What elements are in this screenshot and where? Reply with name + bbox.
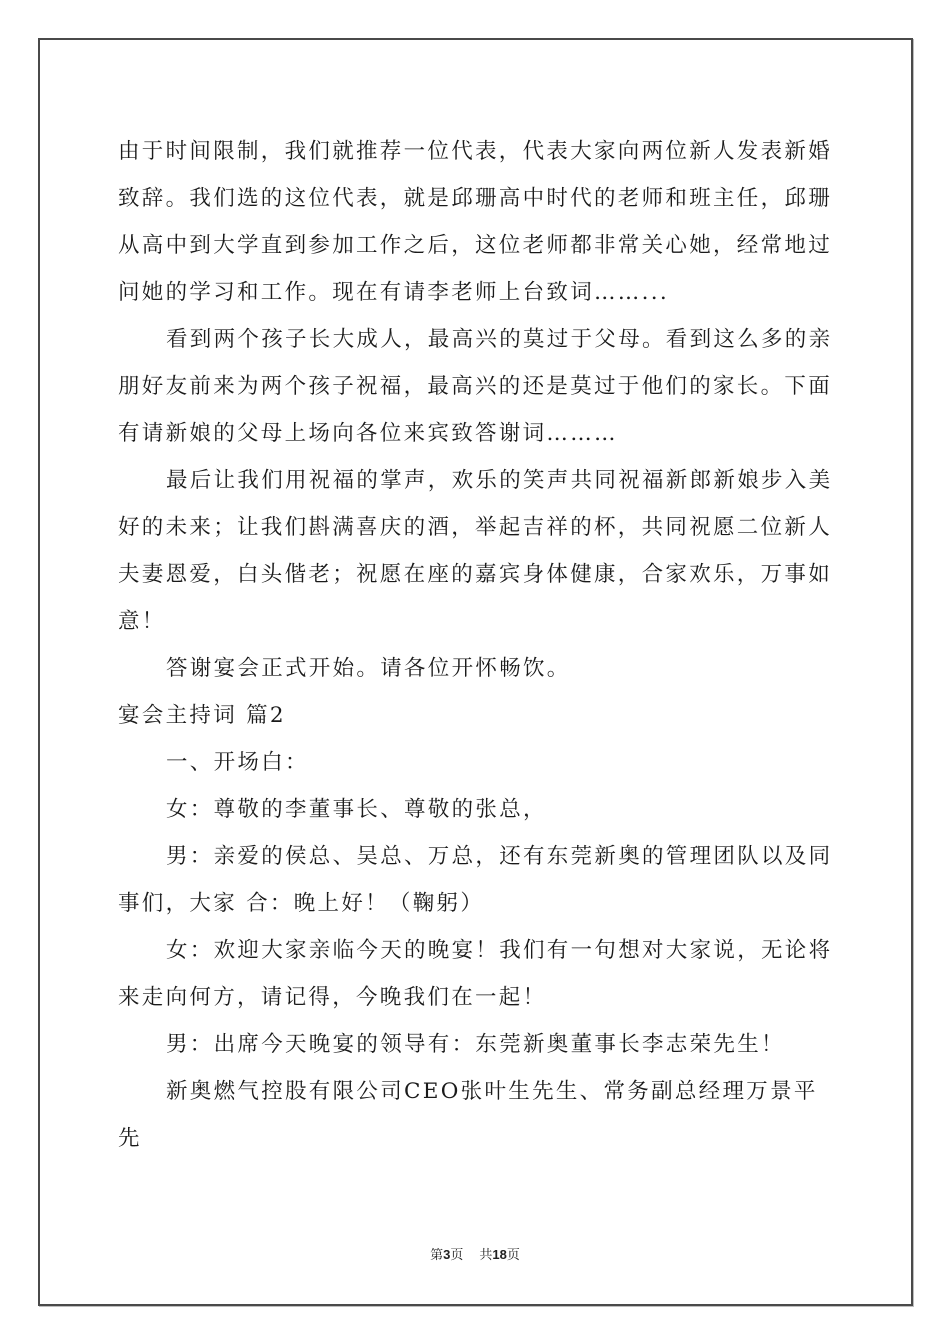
paragraph: 由于时间限制，我们就推荐一位代表，代表大家向两位新人发表新婚致辞。我们选的这位代表，就是邱珊高中时代的老师和班主任，邱珊从高中到大学直到参加工作之后，这位老师都非常关心她，经常地过问她的学习和工作。现在有请李老师上台致词……...	[118, 139, 833, 305]
paragraph: 男：亲爱的侯总、吴总、万总，还有东莞新奥的管理团队以及同事们，大家 合：晚上好！（鞠躬）	[118, 844, 833, 916]
page-number: 3	[443, 1247, 451, 1262]
total-prefix: 共	[479, 1248, 493, 1263]
page-prefix: 第	[430, 1248, 444, 1263]
paragraph: 新奥燃气控股有限公司CEO张叶生先生、常务副总经理万景平先	[118, 1079, 818, 1151]
paragraph: 女：尊敬的李董事长、尊敬的张总，	[166, 797, 547, 822]
paragraph: 男：出席今天晚宴的领导有：东莞新奥董事长李志荣先生！	[166, 1032, 785, 1057]
section-heading: 宴会主持词 篇2	[118, 703, 286, 728]
paragraph: 看到两个孩子长大成人，最高兴的莫过于父母。看到这么多的亲朋好友前来为两个孩子祝福，最高兴的还是莫过于他们的家长。下面有请新娘的父母上场向各位来宾致答谢词………	[118, 327, 833, 446]
paragraph: 女：欢迎大家亲临今天的晚宴！我们有一句想对大家说，无论将来走向何方，请记得，今晚我们在一起！	[118, 938, 833, 1010]
paragraph: 最后让我们用祝福的掌声，欢乐的笑声共同祝福新郎新娘步入美好的未来；让我们斟满喜庆的酒，举起吉祥的杯，共同祝愿二位新人夫妻恩爱，白头偕老；祝愿在座的嘉宾身体健康，合家欢乐，万事如意！	[118, 468, 833, 634]
page-suffix: 页	[450, 1248, 464, 1263]
paragraph: 一、开场白：	[166, 750, 309, 775]
paragraph: 答谢宴会正式开始。请各位开怀畅饮。	[166, 656, 571, 681]
total-suffix: 页	[506, 1248, 520, 1263]
page-footer	[0, 1244, 950, 1263]
document-body	[118, 128, 838, 1162]
total-pages: 18	[492, 1247, 507, 1262]
